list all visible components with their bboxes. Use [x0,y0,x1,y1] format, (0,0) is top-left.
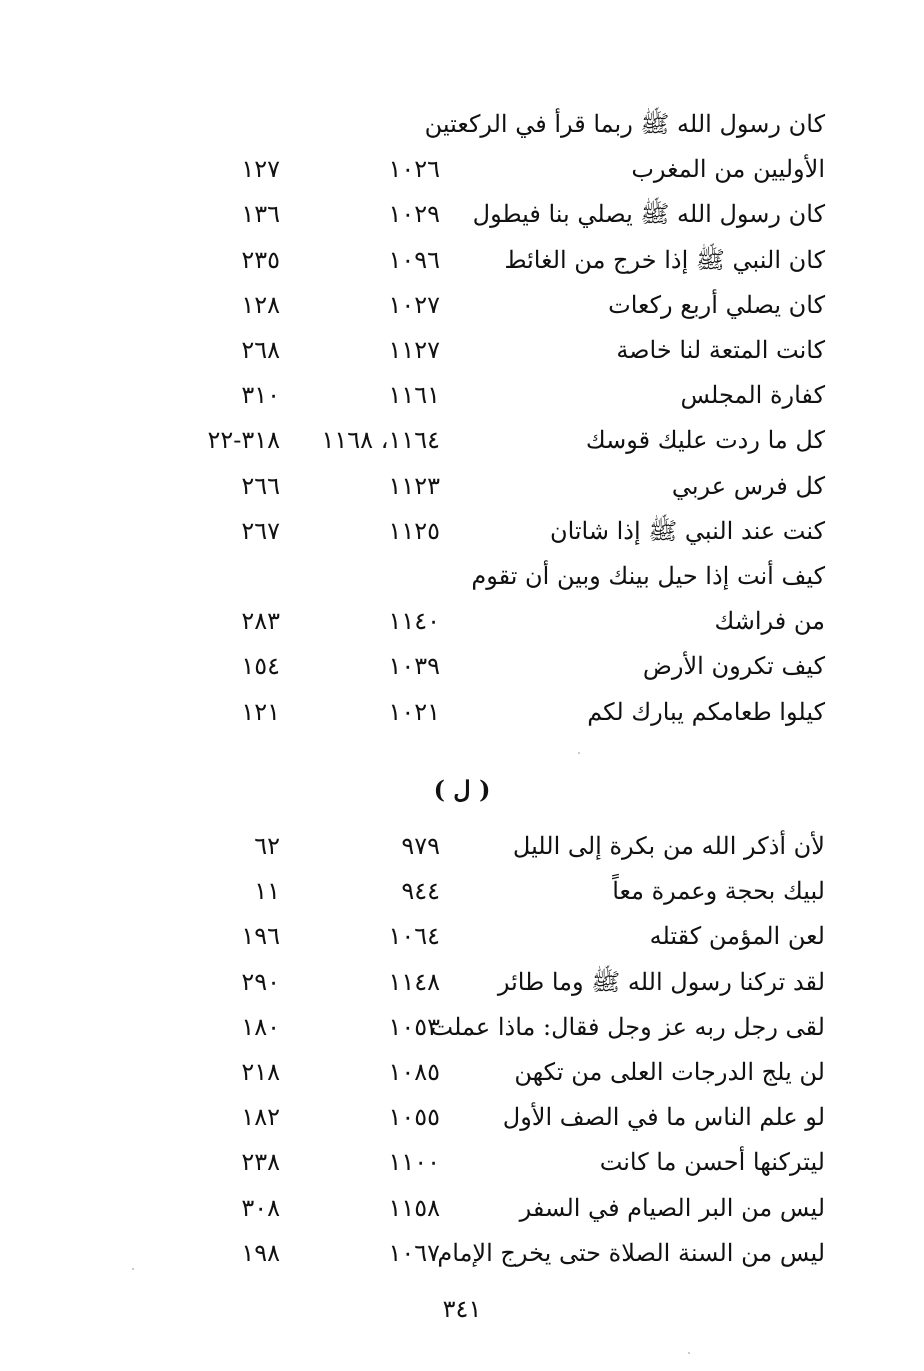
scan-speck [132,1268,134,1270]
page-reference: ١٩٦ [241,922,280,951]
hadith-number: ١١٥٨ [388,1193,440,1222]
hadith-number: ١١٢٥ [388,516,440,545]
index-entry-row [140,916,825,956]
hadith-number: ١٠٩٦ [388,245,440,274]
page-reference: ٢١٨ [241,1058,280,1086]
entry-text: لقى رجل ربه عز وجل فقال: ماذا عملت [430,1012,825,1041]
index-entry-row [140,646,825,686]
index-entry-row [140,692,825,732]
hadith-number: ١٠٣٩ [388,652,440,681]
hadith-number: ٩٧٩ [401,832,440,860]
section-l-heading: ( ل ) [433,775,491,804]
page-reference: ١٢١ [241,697,280,726]
entry-text: كل ما ردت عليك قوسك [585,426,825,455]
hadith-number: ١٠٦٤ [388,922,440,951]
page-reference: ١١ [254,877,280,906]
hadith-number: ١١٢٣ [388,471,440,500]
index-entry-row [140,871,825,911]
page-reference: ١٨٢ [241,1103,280,1132]
hadith-number: ١١٢٧ [388,336,440,364]
entry-text: لن يلج الدرجات العلى من تكهن [514,1058,825,1086]
index-entry-row [140,1142,825,1182]
entry-text: لو علم الناس ما في الصف الأول [502,1103,825,1132]
hadith-number: ١٠٢٩ [388,200,440,229]
scan-speck [688,1352,690,1354]
entry-text: من فراشك [714,607,825,636]
hadith-number: ٩٤٤ [401,877,440,906]
entry-text: الأوليين من المغرب [631,155,825,184]
hadith-number: ١٠٢٦ [388,155,440,184]
hadith-number: ١١٦٤، ١١٦٨ [321,426,440,455]
hadith-number: ١٠٢٧ [388,290,440,319]
index-entry-row [140,601,825,641]
entry-text: ليس من السنة الصلاة حتى يخرج الإمام [437,1238,825,1267]
index-entry-row [140,330,825,370]
entry-text: لأن أذكر الله من بكرة إلى الليل [512,832,825,860]
page-reference: ٦٢ [254,832,280,860]
page-reference: ٣١٨-٢٢ [207,426,280,455]
page-reference: ٢٦٦ [241,471,280,500]
index-entry-row [140,420,825,460]
page-reference: ١٢٧ [241,155,280,184]
entry-text: ليتركنها أحسن ما كانت [599,1148,825,1177]
index-entry-row [140,556,825,596]
page-reference: ١٨٠ [241,1012,280,1041]
hadith-number: ١٠٨٥ [388,1058,440,1086]
page-reference: ٣٠٨ [241,1193,280,1222]
hadith-number: ١٠٦٧ [388,1238,440,1267]
entry-text: لعن المؤمن كقتله [649,922,825,951]
hadith-number: ١٠٥٣ [388,1012,440,1041]
page-reference: ١٥٤ [241,652,280,681]
entry-text: كانت المتعة لنا خاصة [616,336,825,364]
index-entry-row [140,194,825,234]
page-reference: ٣١٠ [241,381,280,410]
entry-text: كل فرس عربي [671,471,825,500]
entry-text: كان يصلي أربع ركعات [608,290,825,319]
hadith-number: ١١٤٨ [388,967,440,996]
page-reference: ٢٩٠ [241,967,280,996]
hadith-number: ١١٦١ [388,381,440,410]
entry-text: كنت عند النبي ﷺ إذا شاتان [549,516,825,545]
index-entry-row [140,466,825,506]
entry-text: كان النبي ﷺ إذا خرج من الغائط [504,245,825,274]
entry-text: كيف أنت إذا حيل بينك وبين أن تقوم [471,562,825,590]
hadith-number: ١٠٥٥ [388,1103,440,1132]
page-reference: ٢٦٨ [241,336,280,364]
entry-text: كان رسول الله ﷺ ربما قرأ في الركعتين [424,110,825,138]
index-entry-row [140,149,825,189]
page-reference: ٢٦٧ [241,516,280,545]
entry-text: لقد تركنا رسول الله ﷺ وما طائر [497,967,825,996]
hadith-number: ١١٠٠ [388,1148,440,1177]
hadith-number: ١١٤٠ [388,607,440,636]
index-entry-row [140,240,825,280]
entry-text: كان رسول الله ﷺ يصلي بنا فيطول [472,200,825,229]
page-reference: ١٢٨ [241,290,280,319]
entry-text: لبيك بحجة وعمرة معاً [612,877,825,906]
page-reference: ٢٣٥ [241,245,280,274]
index-entry-row [140,375,825,415]
index-entry-row [140,104,825,144]
page-number: ٣٤١ [442,1295,482,1323]
index-entry-row [140,511,825,551]
entry-text: كيلوا طعامكم يبارك لكم [587,697,825,726]
entry-text: ليس من البر الصيام في السفر [519,1193,825,1222]
page-reference: ١٣٦ [241,200,280,229]
index-entry-row [140,826,825,866]
entry-text: كيف تكرون الأرض [642,652,825,681]
index-entry-row [140,1052,825,1092]
index-entry-row [140,1233,825,1273]
entry-text: كفارة المجلس [680,381,825,410]
hadith-number: ١٠٢١ [388,697,440,726]
index-entry-row [140,1007,825,1047]
index-entry-row [140,1188,825,1228]
index-entry-row [140,1097,825,1137]
page-reference: ١٩٨ [241,1238,280,1267]
page-reference: ٢٨٣ [241,607,280,636]
index-entry-row [140,962,825,1002]
index-entry-row [140,285,825,325]
scan-speck [578,752,580,754]
page-reference: ٢٣٨ [241,1148,280,1177]
